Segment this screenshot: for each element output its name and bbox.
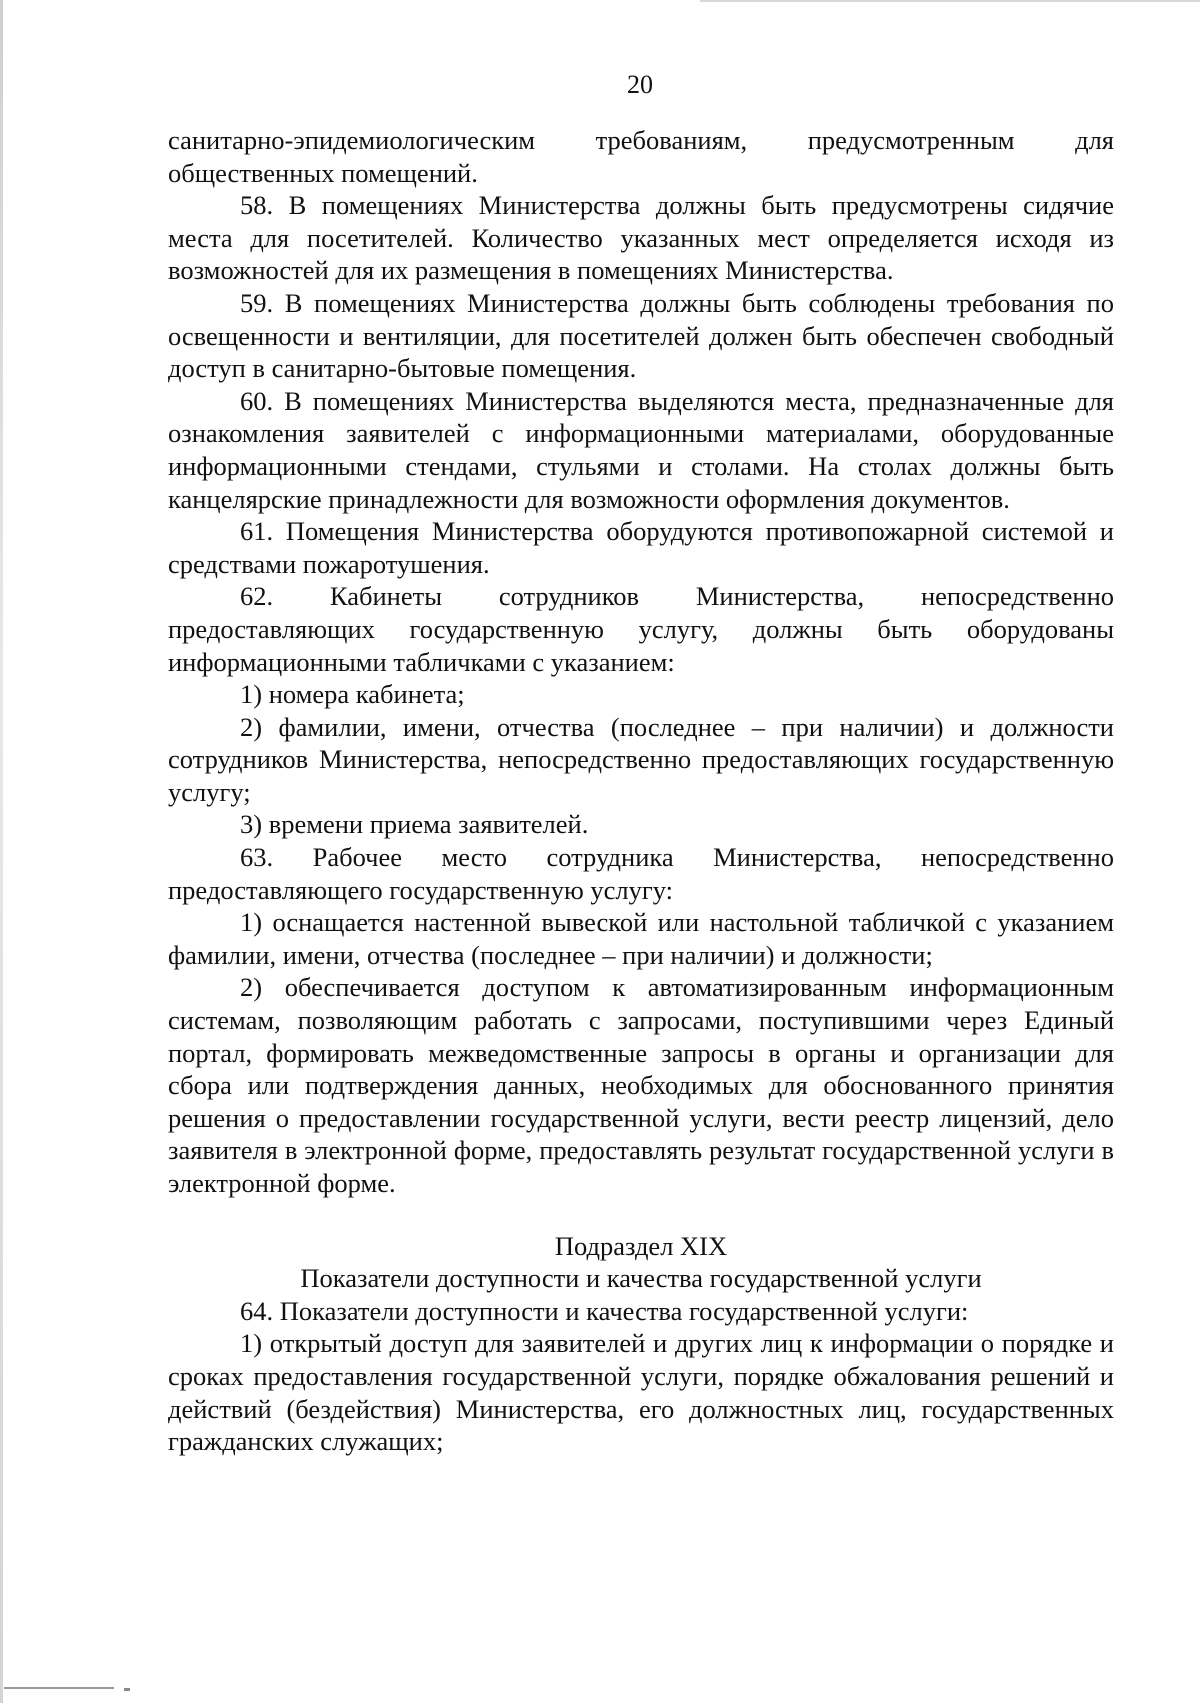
- paragraph-60: 60. В помещениях Министерства выделяются места, предназначенные для ознакомления заявителей с информационными материалами, оборудованные информационными стендами, стульями и столами. На столах должны быть канцелярские принадлежности для возможности оформления документов.: [168, 385, 1114, 514]
- paragraph-62-item-3: 3) времени приема заявителей.: [240, 809, 589, 840]
- paragraph-64-item-1: 1) открытый доступ для заявителей и других лиц к информации о порядке и сроках предоставления государственной услуги, порядке обжалования решений и действий (бездействия) Министерства, его должностных лиц, государственных гражданских служащих;: [168, 1328, 1114, 1457]
- subsection-title: Показатели доступности и качества государственной услуги: [300, 1263, 982, 1294]
- paragraph-59: 59. В помещениях Министерства должны быть соблюдены требования по освещенности и вентиляции, для посетителей должен быть обеспечен свободный доступ в санитарно-бытовые помещения.: [168, 287, 1114, 384]
- paragraph-63-item-1: 1) оснащается настенной вывеской или настольной табличкой с указанием фамилии, имени, отчества (последнее – при наличии) и должности;: [168, 907, 1114, 970]
- paragraph-63-item-2: 2) обеспечивается доступом к автоматизированным информационным системам, позволяющим работать с запросами, поступившими через Единый портал, формировать межведомственные запросы в органы и организации для сбора или подтверждения данных, необходимых для обоснованного принятия решения о предоставлении государственной услуги, вести реестр лицензий, дело заявителя в электронной форме, предоставлять результат государственной услуги в электронной форме.: [168, 972, 1114, 1198]
- paragraph-62: 62. Кабинеты сотрудников Министерства, непосредственно предоставляющих государственную услугу, должны быть оборудованы информационными табличками с указанием:: [168, 581, 1114, 677]
- paragraph-62-item-2: 2) фамилии, имени, отчества (последнее – при наличии) и должности сотрудников Министерства, непосредственно предоставляющих государственную услугу;: [168, 711, 1114, 807]
- scan-edge-left: [0, 0, 3, 1703]
- paragraph-61: 61. Помещения Министерства оборудуются противопожарной системой и средствами пожаротушения.: [168, 516, 1114, 579]
- paragraph-62-item-1: 1) номера кабинета;: [240, 679, 465, 710]
- subsection-header: [168, 1230, 1114, 1295]
- paragraph-63: 63. Рабочее место сотрудника Министерства, непосредственно предоставляющего государственную услугу:: [168, 842, 1114, 905]
- subsection-heading: Подраздел XIX: [554, 1230, 728, 1261]
- page-number: 20: [627, 70, 653, 99]
- document-body: [168, 124, 1114, 1458]
- paragraph-64: 64. Показатели доступности и качества государственной услуги:: [240, 1295, 969, 1326]
- scan-footer-line: [4, 1687, 114, 1689]
- scan-edge-top: [700, 0, 1200, 2]
- scan-footer-dot: [124, 1688, 130, 1691]
- paragraph-58: 58. В помещениях Министерства должны быть предусмотрены сидячие места для посетителей. Количество указанных мест определяется исходя из возможностей для их размещения в помещениях Министерства.: [168, 190, 1114, 286]
- paragraph-continuation: санитарно-эпидемиологическим требованиям, предусмотренным для общественных помещений.: [168, 125, 1114, 188]
